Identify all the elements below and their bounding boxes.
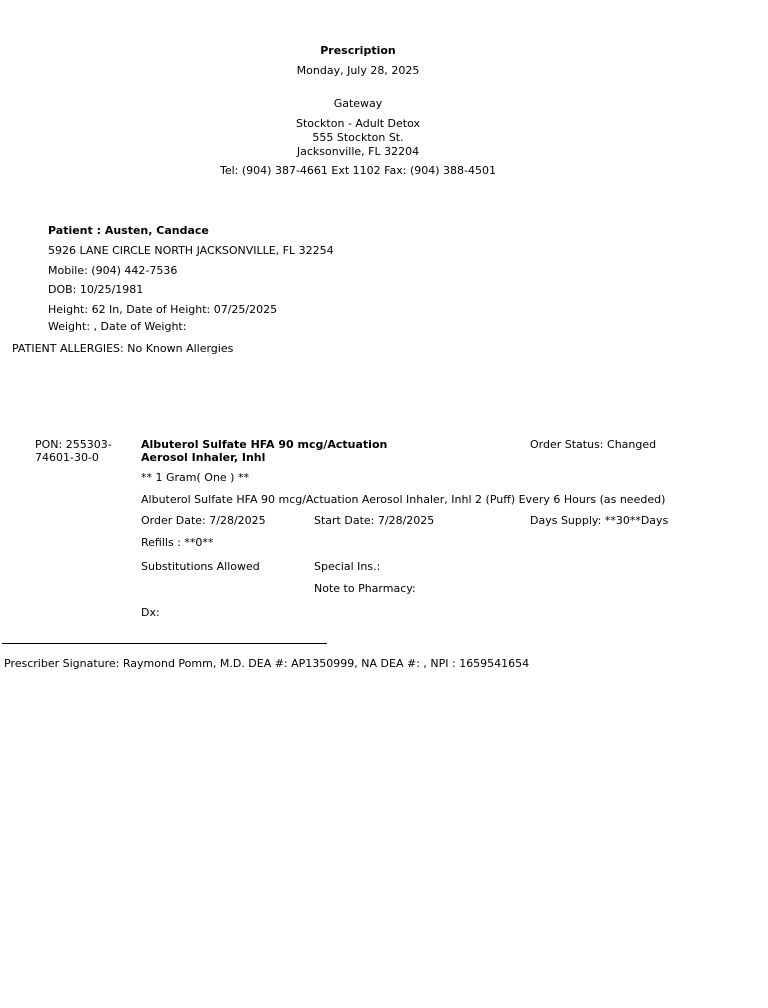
patient-weight: Weight: , Date of Weight:	[48, 320, 187, 333]
special-instructions: Special Ins.:	[314, 560, 381, 573]
order-status: Order Status: Changed	[530, 438, 657, 451]
patient-name: Patient : Austen, Candace	[48, 224, 209, 237]
drug-name-line2: Aerosol Inhaler, Inhl	[141, 451, 266, 464]
patient-address: 5926 LANE CIRCLE NORTH JACKSONVILLE, FL 32254	[48, 244, 334, 257]
note-to-pharmacy: Note to Pharmacy:	[314, 582, 416, 595]
patient-dob: DOB: 10/25/1981	[48, 283, 144, 296]
sig-directions: Albuterol Sulfate HFA 90 mcg/Actuation Aerosol Inhaler, Inhl 2 (Puff) Every 6 Hours (as needed)	[141, 493, 666, 506]
facility-street: 555 Stockton St.	[312, 131, 404, 144]
document-date: Monday, July 28, 2025	[296, 64, 420, 77]
patient-allergies: PATIENT ALLERGIES: No Known Allergies	[12, 342, 234, 355]
pon-number-line1: PON: 255303-	[35, 438, 112, 451]
refills: Refills : **0**	[141, 536, 214, 549]
document-title: Prescription	[320, 44, 396, 57]
patient-height: Height: 62 In, Date of Height: 07/25/2025	[48, 303, 278, 316]
signature-line	[2, 643, 327, 644]
pon-number-line2: 74601-30-0	[35, 451, 99, 464]
order-date: Order Date: 7/28/2025	[141, 514, 266, 527]
facility-city: Jacksonville, FL 32204	[296, 145, 420, 158]
facility-phone: Tel: (904) 387-4661 Ext 1102 Fax: (904) 388-4501	[220, 164, 496, 177]
dispense-quantity: ** 1 Gram( One ) **	[141, 471, 249, 484]
start-date: Start Date: 7/28/2025	[314, 514, 435, 527]
drug-name-line1: Albuterol Sulfate HFA 90 mcg/Actuation	[141, 438, 388, 451]
prescriber-signature: Prescriber Signature: Raymond Pomm, M.D. DEA #: AP1350999, NA DEA #: , NPI : 1659541654	[4, 657, 530, 670]
facility-name: Stockton - Adult Detox	[295, 117, 421, 130]
organization-name: Gateway	[333, 97, 383, 110]
patient-mobile: Mobile: (904) 442-7536	[48, 264, 178, 277]
diagnosis: Dx:	[141, 606, 160, 619]
days-supply: Days Supply: **30**Days	[530, 514, 669, 527]
substitutions: Substitutions Allowed	[141, 560, 260, 573]
